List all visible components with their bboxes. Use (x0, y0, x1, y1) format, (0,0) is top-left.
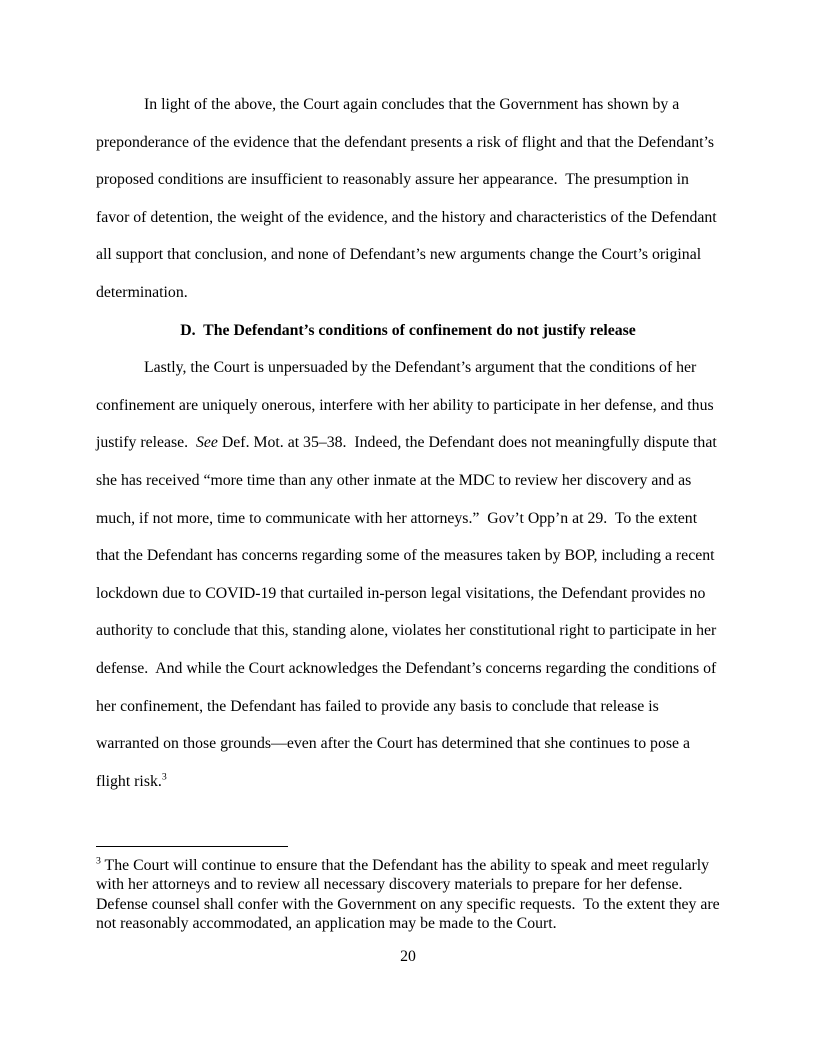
footnote-reference-3: 3 (161, 771, 167, 783)
footnote-3 (96, 855, 724, 933)
citation-see-italic: See (196, 434, 218, 452)
paragraph-1-text: In light of the above, the Court again concludes that the Government has shown by a preponderance of the evidence that the defendant presents a risk of flight and that the Defendant’s proposed conditions are insufficient to reasonably assure her appearance. The presumption in favor of detention, the weight of the evidence, and the history and characteristics of the Defendant all support that conclusion, and none of Defendant’s new arguments change the Court’s original determination. (96, 96, 721, 301)
paragraph-2 (96, 349, 720, 800)
section-heading-d (96, 312, 720, 350)
section-heading-d-text: D. The Defendant’s conditions of confinement do not justify release (180, 321, 636, 339)
document-body (96, 86, 720, 800)
footnote-3-number: 3 (96, 855, 101, 867)
footnote-3-text: The Court will continue to ensure that the Defendant has the ability to speak and meet regularly with her attorneys and to review all necessary discovery materials to prepare for her defense. Defense counsel shall confer with the Government on any specific requests. To the extent they are not reasonably accommodated, an application may be made to the Court. (96, 857, 724, 932)
paragraph-2-lead: Lastly, the Court is unpersuaded by the Defendant’s argument that the conditions of her confinement are uniquely onerous, interfere with her ability to participate in her defense, and thus justify release. (96, 359, 718, 452)
paragraph-2-rest: Def. Mot. at 35–38. Indeed, the Defendant does not meaningfully dispute that she has received “more time than any other inmate at the MDC to review her discovery and as much, if not more, time to communicate with her attorneys.” Gov’t Opp’n at 29. To the extent that the Defendant has concerns regarding some of the measures taken by BOP, including a recent lockdown due to COVID-19 that curtailed in-person legal visitations, the Defendant provides no authority to conclude that this, standing alone, violates her constitutional right to participate in her defense. And while the Court acknowledges the Defendant’s concerns regarding the conditions of her confinement, the Defendant has failed to provide any basis to conclude that release is warranted on those grounds—even after the Court has determined that she continues to pose a flight risk. (96, 434, 721, 790)
footnote-separator-line (96, 846, 288, 847)
footnote-area (96, 846, 724, 933)
paragraph-1 (96, 86, 720, 312)
page-number: 20 (400, 948, 416, 965)
